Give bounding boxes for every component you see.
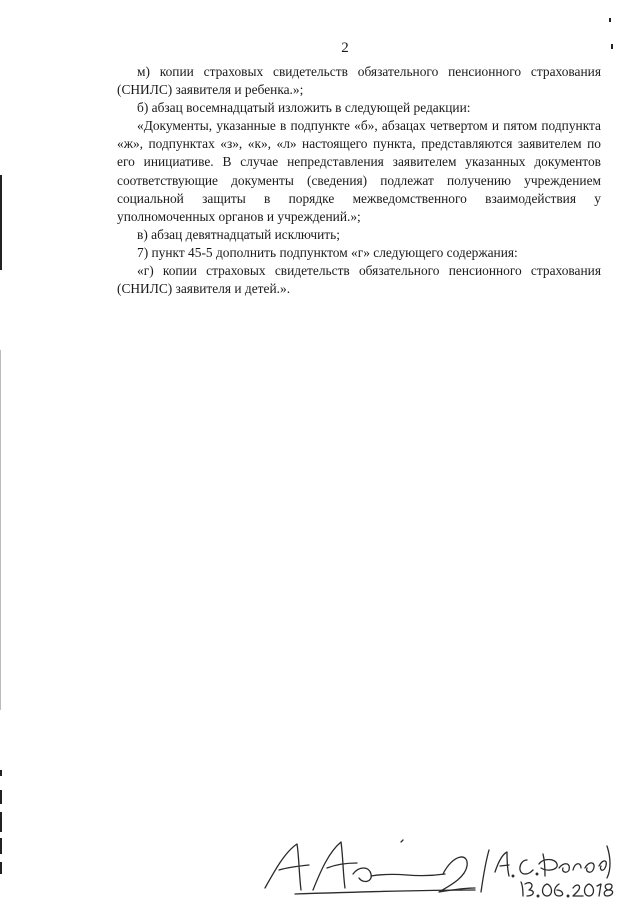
- scan-edge-mark: [611, 44, 613, 49]
- scan-edge-mark: [0, 862, 2, 874]
- scan-edge-mark: [0, 175, 2, 270]
- document-body: [117, 63, 601, 298]
- scan-edge-mark: [0, 770, 2, 776]
- paragraph-b-item: б) абзац восемнадцатый изложить в следующей редакции:: [137, 100, 471, 116]
- paragraph-point-7: 7) пункт 45-5 дополнить подпунктом «г» следующего содержания:: [137, 244, 518, 260]
- handwritten-signature: [255, 830, 615, 900]
- scan-edge-mark: [0, 790, 2, 804]
- page-number: 2: [341, 40, 349, 56]
- paragraph-g-item: «г) копии страховых свидетельств обязательного пенсионного страхования (СНИЛС) заявителя и детей.».: [117, 263, 601, 297]
- paragraph-documents: «Документы, указанные в подпункте «б», абзацах четвертом и пятом подпункта «ж», подпунктах «з», «к», «л» настоящего пункта, представляются заявителем по его инициативе. В случае непредставления заявителем указанных документов соответствующие документы (сведения) подлежат получению учреждением социальной защиты в порядке межведомственного взаимодействия у уполномоченных органов и учреждений.»;: [117, 118, 601, 224]
- scan-edge-mark: [0, 838, 2, 854]
- paragraph-v-item: в) абзац девятнадцатый исключить;: [137, 226, 340, 242]
- paragraph-m-item: м) копии страховых свидетельств обязательного пенсионного страхования (СНИЛС) заявителя и ребенка.»;: [117, 64, 601, 98]
- scan-edge-mark: [0, 350, 1, 710]
- scan-edge-mark: [0, 812, 2, 832]
- scan-edge-mark: [609, 18, 611, 22]
